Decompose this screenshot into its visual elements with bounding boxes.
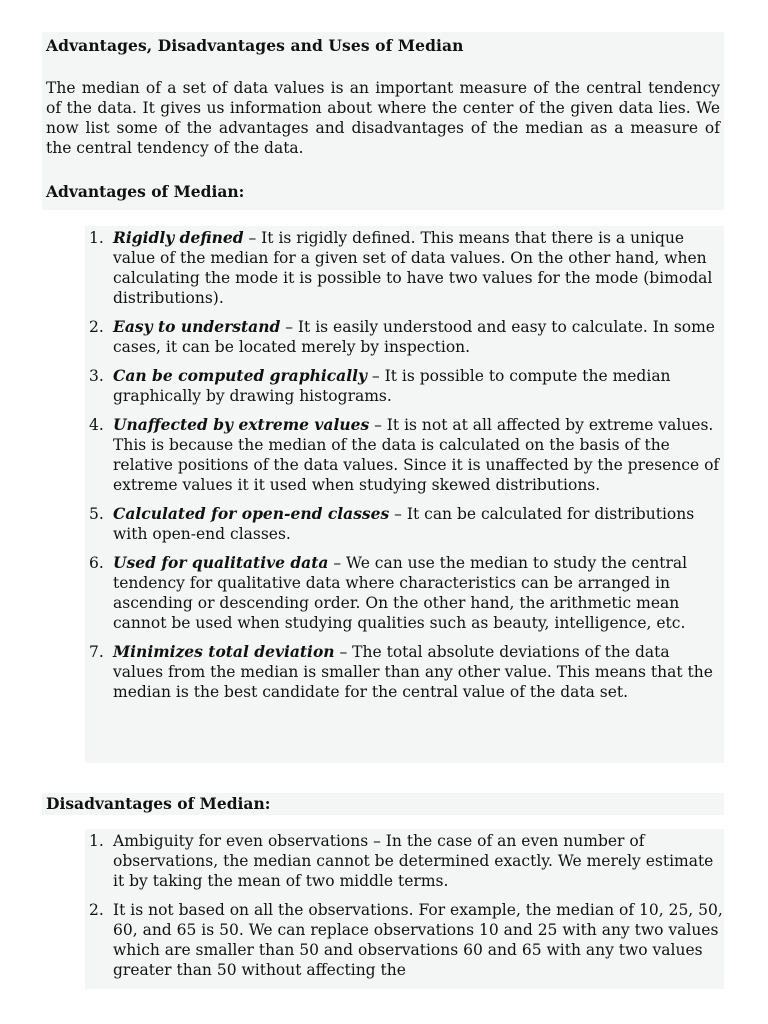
list-item: [85, 504, 724, 544]
list-text: – It is not at all affected by extreme values. This is because the median of the data is calculated on the basis of the relative positions of the data values. Since it is unaffected by the presence of extreme values it it used when studying skewed distributions.: [113, 416, 720, 494]
list-number: 2.: [89, 318, 104, 336]
list-text: It is not based on all the observations. For example, the median of 10, 25, 50, 60, and 65 is 50. We can replace observations 10 and 25 with any two values which are smaller than 50 and observations 60 and 65 with any two values greater than 50 without affecting the: [113, 901, 723, 979]
list-term: Minimizes total deviation: [113, 642, 335, 661]
list-item: [85, 831, 724, 891]
disadvantages-list-section: [85, 829, 724, 989]
list-text: – It is rigidly defined. This means that there is a unique value of the median for a given set of data values. On the other hand, when calculating the mode it is possible to have two values for the mode (bimodal distributions).: [113, 229, 713, 307]
list-term: Used for qualitative data: [113, 553, 329, 572]
disadvantages-heading-section: [42, 793, 724, 815]
list-number: 4.: [89, 416, 104, 434]
disadvantages-heading: Disadvantages of Median:: [46, 794, 271, 813]
intro-section: [42, 32, 724, 210]
advantages-list: [85, 226, 724, 702]
advantages-heading: Advantages of Median:: [46, 182, 245, 201]
list-item: [85, 642, 724, 702]
intro-paragraph: The median of a set of data values is an important measure of the central tendency of the data. It gives us information about where the center of the given data lies. We now list some of the advantages and disadvantages of the median as a measure of the central tendency of the data.: [46, 79, 720, 157]
list-term: Unaffected by extreme values: [113, 415, 370, 434]
list-term: Calculated for open-end classes: [113, 504, 390, 523]
list-number: 1.: [89, 832, 104, 850]
list-item: [85, 366, 724, 406]
disadvantages-list: [85, 829, 724, 980]
list-item: [85, 317, 724, 357]
list-item: [85, 228, 724, 308]
list-number: 3.: [89, 367, 104, 385]
list-item: [85, 415, 724, 495]
list-term: Can be computed graphically: [113, 366, 367, 385]
list-number: 1.: [89, 229, 104, 247]
list-number: 6.: [89, 554, 104, 572]
list-text: – It is possible to compute the median graphically by drawing histograms.: [113, 367, 671, 405]
list-number: 5.: [89, 505, 104, 523]
list-text: – We can use the median to study the central tendency for qualitative data where characteristics can be arranged in ascending or descending order. On the other hand, the arithmetic mean cannot be used when studying qualities such as beauty, intelligence, etc.: [113, 554, 688, 632]
advantages-list-section: [85, 226, 724, 763]
list-term: Rigidly defined: [113, 228, 244, 247]
list-number: 7.: [89, 643, 104, 661]
list-number: 2.: [89, 901, 104, 919]
list-text: Ambiguity for even observations – In the case of an even number of observations, the median cannot be determined exactly. We merely estimate it by taking the mean of two middle terms.: [113, 832, 714, 890]
document-title: Advantages, Disadvantages and Uses of Median: [46, 36, 464, 55]
list-text: – It is easily understood and easy to calculate. In some cases, it can be located merely by inspection.: [113, 318, 715, 356]
list-term: Easy to understand: [113, 317, 281, 336]
list-item: [85, 553, 724, 633]
list-text: – It can be calculated for distributions with open-end classes.: [113, 505, 695, 543]
list-text: – The total absolute deviations of the data values from the median is smaller than any other value. This means that the median is the best candidate for the central value of the data set.: [113, 643, 713, 701]
list-item: [85, 900, 724, 980]
